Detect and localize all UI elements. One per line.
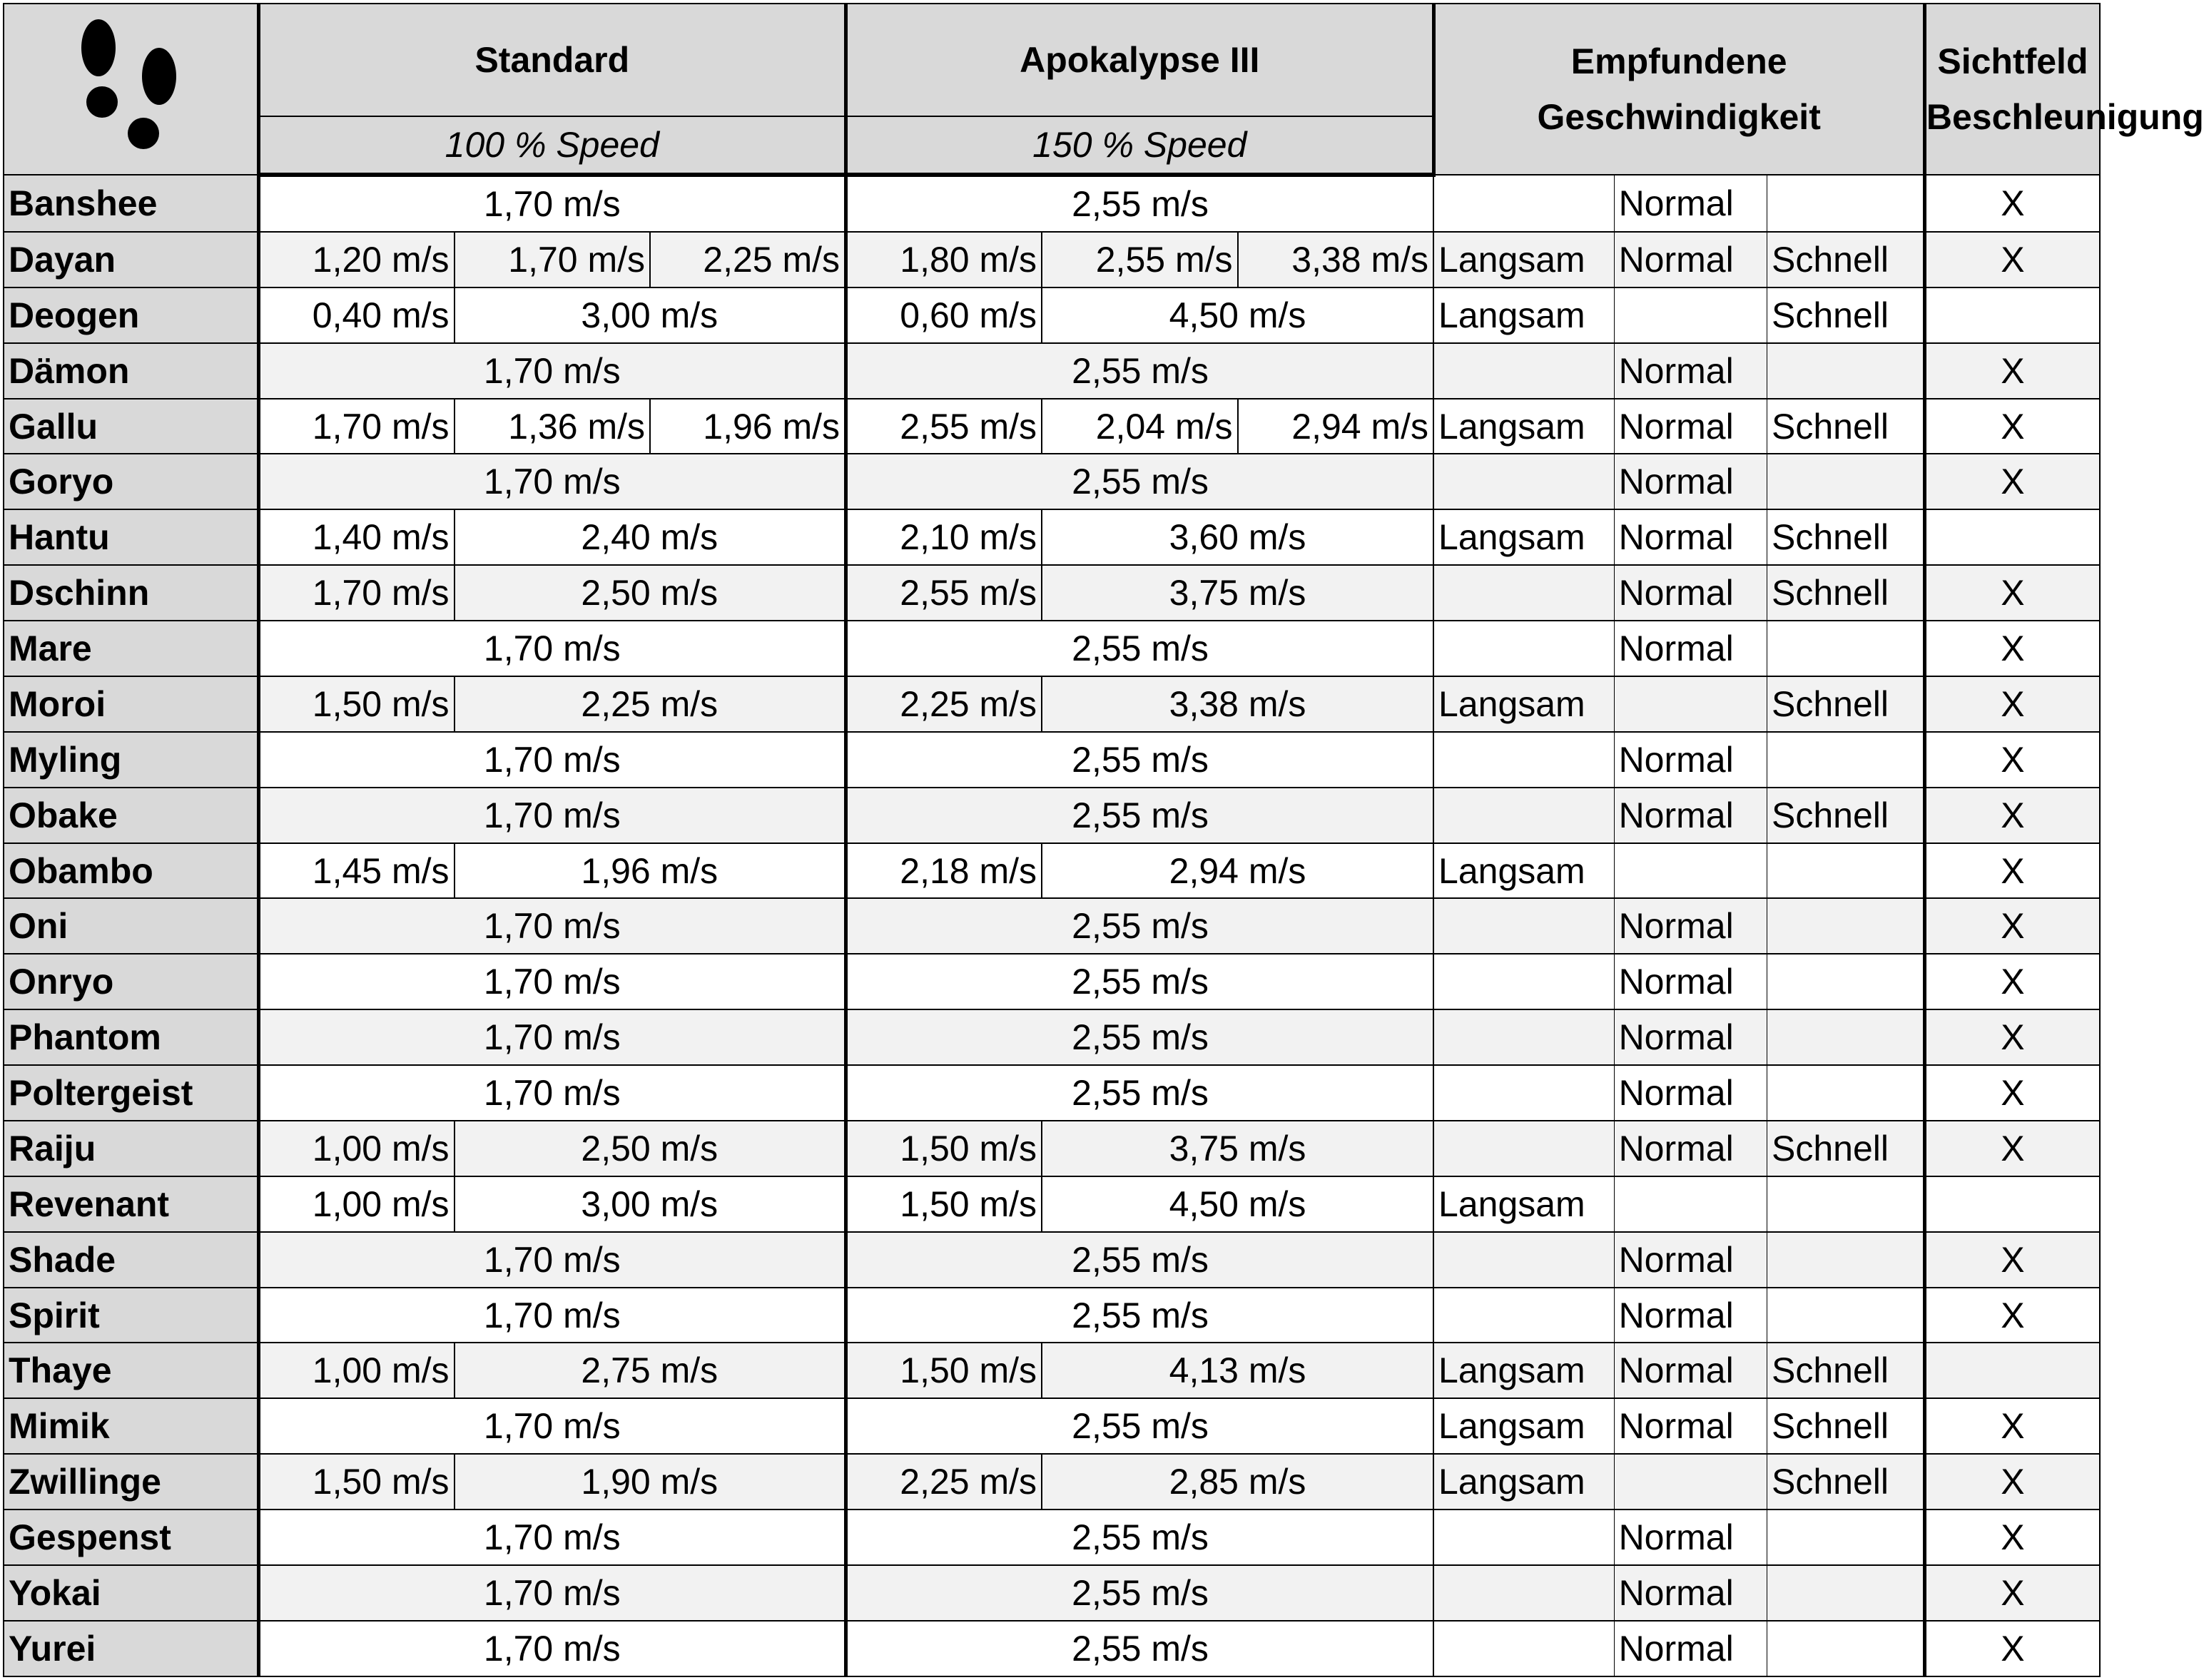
standard-speed-fast: 3,00 m/s — [454, 287, 846, 343]
perceived-normal: Normal — [1614, 232, 1767, 287]
perceived-normal — [1614, 676, 1767, 732]
perceived-normal: Normal — [1614, 399, 1767, 454]
perceived-normal: Normal — [1614, 1621, 1767, 1676]
apokalypse-speed-fast: 3,75 m/s — [1042, 565, 1433, 621]
standard-speed: 1,70 m/s — [258, 732, 845, 788]
perceived-normal: Normal — [1614, 621, 1767, 676]
perceived-schnell — [1767, 732, 1925, 788]
standard-speed: 1,70 m/s — [258, 898, 845, 954]
perceived-schnell: Schnell — [1767, 509, 1925, 565]
perceived-normal: Normal — [1614, 1009, 1767, 1065]
perceived-langsam: Langsam — [1433, 1176, 1614, 1232]
perceived-schnell — [1767, 1288, 1925, 1343]
ghost-name: Yurei — [4, 1621, 258, 1676]
apokalypse-speed-3: 3,38 m/s — [1238, 232, 1434, 287]
perceived-langsam — [1433, 898, 1614, 954]
perceived-langsam: Langsam — [1433, 1398, 1614, 1454]
ghost-name: Dayan — [4, 232, 258, 287]
ghost-name: Zwillinge — [4, 1454, 258, 1510]
apokalypse-speed-slow: 1,50 m/s — [846, 1176, 1042, 1232]
table-row — [4, 954, 2100, 1009]
vision-acceleration-mark: X — [1924, 232, 2100, 287]
perceived-normal: Normal — [1614, 1510, 1767, 1565]
vision-acceleration-mark: X — [1924, 732, 2100, 788]
vision-line2: Beschleunigung — [1926, 97, 2204, 137]
vision-acceleration-mark: X — [1924, 565, 2100, 621]
standard-speed: 1,70 m/s — [258, 1065, 845, 1121]
perceived-schnell: Schnell — [1767, 1454, 1925, 1510]
standard-speed-slow: 1,00 m/s — [258, 1343, 454, 1398]
standard-speed: 1,70 m/s — [258, 1565, 845, 1621]
ghost-name: Obambo — [4, 843, 258, 899]
vision-acceleration-mark — [1924, 287, 2100, 343]
apokalypse-speed: 2,55 m/s — [846, 621, 1433, 676]
perceived-langsam: Langsam — [1433, 399, 1614, 454]
apokalypse-speed: 2,55 m/s — [846, 954, 1433, 1009]
vision-acceleration-mark: X — [1924, 175, 2100, 232]
standard-speed: 1,70 m/s — [258, 1510, 845, 1565]
perceived-normal: Normal — [1614, 898, 1767, 954]
standard-speed-fast: 1,90 m/s — [454, 1454, 846, 1510]
table-row — [4, 1510, 2100, 1565]
table-row — [4, 509, 2100, 565]
perceived-normal: Normal — [1614, 788, 1767, 843]
perceived-langsam — [1433, 175, 1614, 232]
apokalypse-speed: 2,55 m/s — [846, 175, 1433, 232]
apokalypse-subheader: 150 % Speed — [846, 116, 1433, 175]
apokalypse-speed-3: 2,94 m/s — [1238, 399, 1434, 454]
vision-acceleration-mark: X — [1924, 399, 2100, 454]
ghost-name: Hantu — [4, 509, 258, 565]
apokalypse-speed: 2,55 m/s — [846, 454, 1433, 509]
apokalypse-speed: 2,55 m/s — [846, 1009, 1433, 1065]
vision-acceleration-mark: X — [1924, 1398, 2100, 1454]
ghost-name: Phantom — [4, 1009, 258, 1065]
ghost-name: Deogen — [4, 287, 258, 343]
apokalypse-speed: 2,55 m/s — [846, 1232, 1433, 1288]
perceived-schnell — [1767, 454, 1925, 509]
perceived-normal: Normal — [1614, 1565, 1767, 1621]
table-row — [4, 454, 2100, 509]
apokalypse-speed-slow: 2,25 m/s — [846, 1454, 1042, 1510]
perceived-schnell: Schnell — [1767, 565, 1925, 621]
table-row — [4, 843, 2100, 899]
perceived-langsam: Langsam — [1433, 843, 1614, 899]
perceived-normal: Normal — [1614, 565, 1767, 621]
apokalypse-speed: 2,55 m/s — [846, 788, 1433, 843]
table-row — [4, 1454, 2100, 1510]
perceived-normal: Normal — [1614, 954, 1767, 1009]
apokalypse-speed-slow: 1,50 m/s — [846, 1343, 1042, 1398]
vision-acceleration-mark: X — [1924, 1621, 2100, 1676]
perceived-normal: Normal — [1614, 1343, 1767, 1398]
standard-speed-2: 1,70 m/s — [454, 232, 650, 287]
vision-acceleration-mark: X — [1924, 1065, 2100, 1121]
standard-speed-fast: 2,40 m/s — [454, 509, 846, 565]
standard-speed-1: 1,70 m/s — [258, 399, 454, 454]
standard-speed-3: 1,96 m/s — [650, 399, 846, 454]
standard-header: Standard — [258, 4, 845, 116]
table-row — [4, 232, 2100, 287]
ghost-speed-table — [3, 3, 2204, 1677]
vision-header — [1924, 4, 2204, 175]
perceived-schnell — [1767, 175, 1925, 232]
perceived-schnell — [1767, 621, 1925, 676]
standard-speed-fast: 2,50 m/s — [454, 1121, 846, 1176]
perceived-langsam — [1433, 954, 1614, 1009]
perceived-langsam — [1433, 788, 1614, 843]
perceived-speed-header — [1433, 4, 1924, 175]
perceived-langsam: Langsam — [1433, 1454, 1614, 1510]
perceived-langsam — [1433, 1510, 1614, 1565]
apokalypse-speed-fast: 3,38 m/s — [1042, 676, 1433, 732]
perceived-schnell: Schnell — [1767, 1343, 1925, 1398]
perceived-normal: Normal — [1614, 1288, 1767, 1343]
ghost-name: Dschinn — [4, 565, 258, 621]
perceived-schnell — [1767, 1065, 1925, 1121]
vision-acceleration-mark: X — [1924, 621, 2100, 676]
perceived-langsam: Langsam — [1433, 287, 1614, 343]
table-row — [4, 1288, 2100, 1343]
standard-speed: 1,70 m/s — [258, 454, 845, 509]
perceived-langsam: Langsam — [1433, 1343, 1614, 1398]
perceived-langsam: Langsam — [1433, 509, 1614, 565]
perceived-langsam — [1433, 1621, 1614, 1676]
footprints-icon — [4, 4, 258, 175]
perceived-schnell — [1767, 1176, 1925, 1232]
apokalypse-speed-slow: 2,18 m/s — [846, 843, 1042, 899]
table-row — [4, 788, 2100, 843]
apokalypse-speed-slow: 0,60 m/s — [846, 287, 1042, 343]
vision-acceleration-mark: X — [1924, 676, 2100, 732]
vision-acceleration-mark: X — [1924, 1454, 2100, 1510]
apokalypse-speed-slow: 2,25 m/s — [846, 676, 1042, 732]
vision-acceleration-mark — [1924, 1343, 2100, 1398]
perceived-schnell — [1767, 1565, 1925, 1621]
standard-speed: 1,70 m/s — [258, 1009, 845, 1065]
perceived-normal: Normal — [1614, 732, 1767, 788]
perceived-line2: Geschwindigkeit — [1537, 97, 1821, 137]
footprints-icon-svg — [59, 18, 202, 161]
ghost-name: Mare — [4, 621, 258, 676]
ghost-name: Thaye — [4, 1343, 258, 1398]
perceived-langsam — [1433, 1065, 1614, 1121]
ghost-name: Onryo — [4, 954, 258, 1009]
perceived-schnell: Schnell — [1767, 232, 1925, 287]
perceived-schnell: Schnell — [1767, 399, 1925, 454]
ghost-name: Revenant — [4, 1176, 258, 1232]
perceived-normal — [1614, 1454, 1767, 1510]
standard-speed: 1,70 m/s — [258, 788, 845, 843]
standard-speed-slow: 1,00 m/s — [258, 1176, 454, 1232]
standard-speed-fast: 1,96 m/s — [454, 843, 846, 899]
vision-line1: Sichtfeld — [1937, 41, 2088, 81]
vision-acceleration-mark: X — [1924, 343, 2100, 399]
perceived-langsam — [1433, 343, 1614, 399]
ghost-name: Poltergeist — [4, 1065, 258, 1121]
standard-speed-slow: 1,50 m/s — [258, 676, 454, 732]
perceived-langsam — [1433, 732, 1614, 788]
perceived-langsam — [1433, 1565, 1614, 1621]
ghost-name: Banshee — [4, 175, 258, 232]
perceived-schnell — [1767, 954, 1925, 1009]
ghost-name: Yokai — [4, 1565, 258, 1621]
perceived-schnell: Schnell — [1767, 676, 1925, 732]
ghost-name: Myling — [4, 732, 258, 788]
apokalypse-speed: 2,55 m/s — [846, 1398, 1433, 1454]
standard-speed-slow: 1,50 m/s — [258, 1454, 454, 1510]
apokalypse-speed: 2,55 m/s — [846, 732, 1433, 788]
perceived-langsam: Langsam — [1433, 676, 1614, 732]
perceived-langsam — [1433, 1232, 1614, 1288]
vision-acceleration-mark: X — [1924, 843, 2100, 899]
ghost-name: Goryo — [4, 454, 258, 509]
vision-acceleration-mark: X — [1924, 1232, 2100, 1288]
standard-speed-fast: 2,25 m/s — [454, 676, 846, 732]
apokalypse-speed-1: 2,55 m/s — [846, 399, 1042, 454]
table-row — [4, 1565, 2100, 1621]
apokalypse-speed-fast: 2,94 m/s — [1042, 843, 1433, 899]
apokalypse-speed-slow: 2,55 m/s — [846, 565, 1042, 621]
table-row — [4, 343, 2100, 399]
perceived-langsam: Langsam — [1433, 232, 1614, 287]
apokalypse-speed: 2,55 m/s — [846, 898, 1433, 954]
standard-speed: 1,70 m/s — [258, 954, 845, 1009]
table-row — [4, 399, 2100, 454]
apokalypse-speed: 2,55 m/s — [846, 1065, 1433, 1121]
apokalypse-speed-slow: 2,10 m/s — [846, 509, 1042, 565]
perceived-schnell: Schnell — [1767, 1121, 1925, 1176]
ghost-name: Moroi — [4, 676, 258, 732]
standard-subheader: 100 % Speed — [258, 116, 845, 175]
perceived-normal: Normal — [1614, 1398, 1767, 1454]
table-body — [4, 175, 2100, 1676]
standard-speed-1: 1,20 m/s — [258, 232, 454, 287]
standard-speed-3: 2,25 m/s — [650, 232, 846, 287]
table-row — [4, 1232, 2100, 1288]
table-row — [4, 1176, 2100, 1232]
perceived-langsam — [1433, 454, 1614, 509]
table-row — [4, 1065, 2100, 1121]
vision-acceleration-mark: X — [1924, 1009, 2100, 1065]
perceived-normal: Normal — [1614, 343, 1767, 399]
vision-acceleration-mark: X — [1924, 788, 2100, 843]
standard-speed-fast: 2,75 m/s — [454, 1343, 846, 1398]
perceived-langsam — [1433, 1009, 1614, 1065]
vision-acceleration-mark: X — [1924, 898, 2100, 954]
ghost-name: Gespenst — [4, 1510, 258, 1565]
ghost-name: Shade — [4, 1232, 258, 1288]
standard-speed: 1,70 m/s — [258, 175, 845, 232]
vision-acceleration-mark: X — [1924, 954, 2100, 1009]
table-row — [4, 287, 2100, 343]
ghost-name: Spirit — [4, 1288, 258, 1343]
perceived-schnell — [1767, 1009, 1925, 1065]
perceived-schnell: Schnell — [1767, 1398, 1925, 1454]
perceived-line1: Empfundene — [1570, 41, 1787, 81]
table-row — [4, 1398, 2100, 1454]
ghost-name: Gallu — [4, 399, 258, 454]
perceived-normal: Normal — [1614, 1121, 1767, 1176]
standard-speed: 1,70 m/s — [258, 343, 845, 399]
standard-speed: 1,70 m/s — [258, 1621, 845, 1676]
table-row — [4, 175, 2100, 232]
table-row — [4, 1009, 2100, 1065]
table-row — [4, 898, 2100, 954]
vision-acceleration-mark: X — [1924, 1288, 2100, 1343]
table-row — [4, 565, 2100, 621]
standard-speed-slow: 1,40 m/s — [258, 509, 454, 565]
apokalypse-speed: 2,55 m/s — [846, 1510, 1433, 1565]
perceived-normal: Normal — [1614, 1232, 1767, 1288]
standard-speed: 1,70 m/s — [258, 621, 845, 676]
perceived-schnell — [1767, 1232, 1925, 1288]
standard-speed-fast: 2,50 m/s — [454, 565, 846, 621]
apokalypse-speed-2: 2,04 m/s — [1042, 399, 1237, 454]
perceived-schnell — [1767, 843, 1925, 899]
table-row — [4, 621, 2100, 676]
perceived-schnell — [1767, 898, 1925, 954]
ghost-name: Obake — [4, 788, 258, 843]
apokalypse-speed: 2,55 m/s — [846, 1621, 1433, 1676]
apokalypse-speed-fast: 4,50 m/s — [1042, 1176, 1433, 1232]
perceived-schnell — [1767, 1621, 1925, 1676]
standard-speed: 1,70 m/s — [258, 1232, 845, 1288]
table-row — [4, 1121, 2100, 1176]
standard-speed-slow: 0,40 m/s — [258, 287, 454, 343]
apokalypse-speed: 2,55 m/s — [846, 1565, 1433, 1621]
perceived-langsam — [1433, 1121, 1614, 1176]
perceived-normal: Normal — [1614, 1065, 1767, 1121]
apokalypse-speed: 2,55 m/s — [846, 1288, 1433, 1343]
vision-acceleration-mark: X — [1924, 1510, 2100, 1565]
standard-speed-slow: 1,70 m/s — [258, 565, 454, 621]
vision-acceleration-mark: X — [1924, 1565, 2100, 1621]
perceived-schnell — [1767, 1510, 1925, 1565]
perceived-normal: Normal — [1614, 509, 1767, 565]
perceived-schnell: Schnell — [1767, 287, 1925, 343]
standard-speed-fast: 3,00 m/s — [454, 1176, 846, 1232]
apokalypse-speed-fast: 2,85 m/s — [1042, 1454, 1433, 1510]
apokalypse-speed-fast: 3,75 m/s — [1042, 1121, 1433, 1176]
vision-acceleration-mark: X — [1924, 454, 2100, 509]
table-row — [4, 732, 2100, 788]
apokalypse-speed-2: 2,55 m/s — [1042, 232, 1237, 287]
apokalypse-header: Apokalypse III — [846, 4, 1433, 116]
ghost-name: Mimik — [4, 1398, 258, 1454]
perceived-langsam — [1433, 621, 1614, 676]
perceived-normal — [1614, 287, 1767, 343]
vision-acceleration-mark — [1924, 1176, 2100, 1232]
vision-acceleration-mark — [1924, 509, 2100, 565]
perceived-langsam — [1433, 1288, 1614, 1343]
ghost-name: Dämon — [4, 343, 258, 399]
apokalypse-speed-fast: 4,13 m/s — [1042, 1343, 1433, 1398]
perceived-normal: Normal — [1614, 454, 1767, 509]
apokalypse-speed-1: 1,80 m/s — [846, 232, 1042, 287]
perceived-normal — [1614, 1176, 1767, 1232]
standard-speed: 1,70 m/s — [258, 1288, 845, 1343]
apokalypse-speed-fast: 4,50 m/s — [1042, 287, 1433, 343]
perceived-schnell: Schnell — [1767, 788, 1925, 843]
apokalypse-speed-slow: 1,50 m/s — [846, 1121, 1042, 1176]
perceived-normal — [1614, 843, 1767, 899]
standard-speed-slow: 1,00 m/s — [258, 1121, 454, 1176]
ghost-name: Oni — [4, 898, 258, 954]
table-row — [4, 1621, 2100, 1676]
ghost-name: Raiju — [4, 1121, 258, 1176]
standard-speed: 1,70 m/s — [258, 1398, 845, 1454]
table-row — [4, 676, 2100, 732]
standard-speed-slow: 1,45 m/s — [258, 843, 454, 899]
table-row — [4, 1343, 2100, 1398]
perceived-normal: Normal — [1614, 175, 1767, 232]
apokalypse-speed-fast: 3,60 m/s — [1042, 509, 1433, 565]
perceived-schnell — [1767, 343, 1925, 399]
standard-speed-2: 1,36 m/s — [454, 399, 650, 454]
perceived-langsam — [1433, 565, 1614, 621]
vision-acceleration-mark: X — [1924, 1121, 2100, 1176]
apokalypse-speed: 2,55 m/s — [846, 343, 1433, 399]
